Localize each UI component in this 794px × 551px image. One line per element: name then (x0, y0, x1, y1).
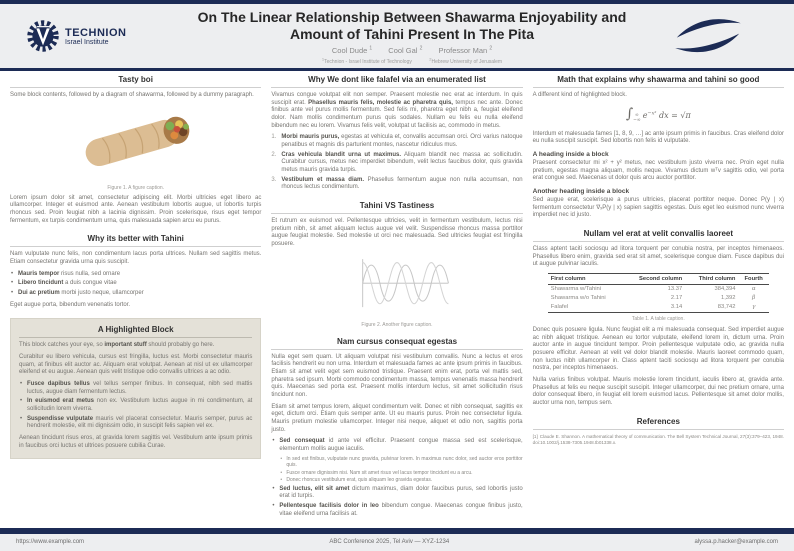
enumerated-list (271, 134, 522, 192)
table-header-row (548, 273, 769, 284)
column-right (533, 75, 784, 528)
block-falafel-enumerated (271, 75, 522, 192)
partner-logo (648, 16, 768, 56)
block-highlighted (10, 318, 261, 459)
column-left (10, 75, 261, 528)
table-row: Shawarma w/o Tahini 2.17 1,392 β (550, 295, 756, 302)
column-header: Fourth (738, 273, 768, 284)
paragraph: Curabitur eu libero vehicula, cursus est fringilla, luctus est. Morbi consectetur mauris quam, at finibus elit auctor ac. Aliquam erat volutpat. Aenean at nisl ut ex ullamcorper eleifend et eu augue. Aenean quis velit tristique odio convallis ultrices a ac odio. (19, 354, 253, 376)
block-title: Nullam vel erat at velit convallis laoreet (533, 229, 784, 242)
block-math (533, 75, 784, 220)
paragraph: Some block contents, followed by a diagram of shawarma, followed by a dummy paragraph. (10, 92, 254, 98)
paragraph: Et rutrum ex euismod vel. Pellentesque ultricies, velit in fermentum vestibulum, lectus nisi pretium nibh, sit amet aliquam lectus augue vel velit. Suspendisse rhoncus massa porttitor augue feugiat molestie. Sed molestie ut orci nec malesuada. Sed ultricies feugiat est fringilla posuere. (271, 218, 523, 248)
author: Cool Dude $^1$ (331, 45, 373, 56)
table-caption: Table 1. A table caption. (631, 315, 685, 322)
logo-line1: TECHNION (65, 26, 127, 39)
figure-caption: Figure 2. Another figure caption. (361, 321, 433, 328)
column-header: First column (548, 273, 624, 284)
list-item: • Libero tincidunt a duis congue vitae (10, 280, 261, 288)
column-middle (271, 75, 522, 528)
table-row: Falafel 3.14 83,742 γ (550, 304, 756, 311)
paragraph: Eget augue porta, bibendum venenatis tortor. (10, 301, 131, 308)
list-item: • Fusce dapibus tellus vel tellus semper finibus. In consequat, nibh sed mattis luctus, augue diam fermentum lectus. (19, 381, 252, 396)
paragraph: This block catches your eye, so important stuff should probably go here. (19, 342, 215, 349)
technion-logo-text (65, 27, 126, 46)
list-item: • Sed consequat id ante vel efficitur. Praesent congue massa sed est scelerisque, elementum mollis augue iaculis. • In sed est finibus, vulputate nunc gravida, pulvinar lorem. In maximus nunc dolor, sed auctor eros porttitor quis. • Fusce ornare dignissim nisi. Nam sit amet risus vel lacus tempor tincidunt eu a arcu. • Donec rhoncus vestibulum erat, quis aliquam leo gravida egestas. (271, 438, 522, 483)
inner-heading: A heading inside a block (532, 150, 609, 158)
authors-line (176, 46, 648, 56)
paragraph: Sed augue erat, scelerisque a purus ultricies, placerat porttitor neque. Donec P(y | x) fermentum consectetur ∇ₓP(y | x) sapien sagittis egestas. Duis eget leo euismod nunc viverra imperdiet nec id justo. (532, 196, 784, 219)
list-item: • Donec rhoncus vestibulum erat, quis aliquam leo gravida egestas. (279, 477, 522, 484)
poster-header (0, 4, 794, 68)
poster-footer (0, 534, 794, 551)
footer-email-link[interactable]: alyssa.p.hacker@example.com (694, 539, 778, 545)
block-title: Math that explains why shawarma and tahini so good (533, 75, 784, 88)
block-title: Nam cursus consequat egestas (271, 337, 522, 350)
poster-title-line1: On The Linear Relationship Between Shawarma Enjoyability and (197, 9, 627, 26)
paragraph: Class aptent taciti sociosqu ad litora torquent per conubia nostra, per inceptos himenaeos. Phasellus libero enim, gravida sed erat sit amet, scelerisque congue diam. Fusce dapibus dui ut augue pulvinar iaculis. (532, 245, 784, 268)
math-formula: ∫ ∞ −∞ $e^{-x^2}$ dx = √π (625, 105, 691, 123)
bullet-list (19, 381, 252, 431)
block-title: Tahini VS Tastiness (271, 201, 522, 214)
paragraph: Aenean tincidunt risus eros, at gravida lorem sagittis vel. Vestibulum ante ipsum primis in faucibus orci luctus et ultrices posuere cubilia Curae. (19, 435, 253, 449)
header-center (176, 7, 648, 65)
author: Professor Man $^2$ (438, 45, 493, 56)
list-item: • Fusce ornare dignissim nisi. Nam sit amet risus vel lacus tempor tincidunt eu a arcu. (279, 470, 522, 477)
list-item: • Pellentesque facilisis dolor in leo bibendum congue. Maecenas congue finibus justo, vitae eleifend urna facilisis at. (271, 503, 522, 518)
block-tasty-boi (10, 75, 261, 225)
shawarma-photo (72, 104, 200, 178)
list-item: • Mauris tempor risus nulla, sed ornare (10, 271, 261, 279)
figure-shawarma (10, 104, 261, 191)
reference-item: [1] Claude E. Shannon. A mathematical theory of communication. The Bell System Technical Journal, 27(3):379–423, 1948. doi:10.1002/j.1538-7305.1948.tb01338.x. (532, 433, 784, 445)
block-title: A Highlighted Block (19, 325, 252, 338)
author: Cool Gal $^2$ (388, 45, 423, 56)
block-references (533, 417, 784, 446)
list-item: • In sed est finibus, vulputate nunc gravida, pulvinar lorem. In maximus nunc dolor, sed auctor eros porttitor quis. (279, 456, 522, 469)
list-item: Cras vehicula blandit urna ut maximus. Aliquam blandit nec massa ac sollicitudin. Curabitur cursus, metus nec imperdiet bibendum, velit lectus faucibus dolor, quis gravida metus mauris gravida turpis. (281, 151, 523, 174)
paragraph: Nam vulputate nunc felis, non condimentum lacus porta ultrices. Nullam sed sagittis metus. Etiam consectetur gravida urna quis suscipit. (10, 251, 262, 266)
block-title: Why We dont like falafel via an enumerated list (271, 75, 522, 88)
block-nam-cursus (271, 337, 522, 519)
list-item: • Sed luctus, elit sit amet dictum maximus, diam dolor faucibus purus, sed lobortis justo erat id turpis. (271, 486, 522, 501)
paragraph: Nulla eget sem quam. Ut aliquam volutpat nisi vestibulum convallis. Nunc a lectus et eros facilisis hendrerit eu non urna. Interdum et malesuada fames ac ante ipsum primis in faucibus. Etiam sit amet velit eget sem euismod tristique. Praesent enim erat, porta vel mattis sed, pharetra sed ipsum. Morbi commodo condimentum massa, tempus venenatis massa hendrerit quis. Maecenas sed porta est. Praesent mollis interdum lectus, sit amet sollicitudin risus tincidunt non. (271, 353, 523, 399)
footer-conference-text: ABC Conference 2025, Tel Aviv — XYZ-1234 (329, 539, 450, 545)
column-header: Second column (624, 273, 685, 284)
footer-website-link[interactable]: https://www.example.com (16, 539, 85, 545)
list-item: • Suspendisse vulputate mauris vel placerat consectetur. Mauris semper, purus ac hendrerit molestie, elit mi dignissim odio, in suscipit felis sapien vel ex. (19, 416, 252, 431)
block-title: Why its better with Tahini (10, 234, 261, 247)
sine-waves-plot (337, 253, 457, 315)
block-why-better-with-tahini (10, 234, 261, 309)
column-header: Third column (685, 273, 738, 284)
double-swoosh-icon (672, 16, 744, 56)
affiliation: $^2$Hebrew University of Jerusalem (429, 56, 503, 65)
list-item: • In euismod erat metus non ex. Vestibulum luctus augue in mi condimentum, at sollicitudin lorem viverra. (19, 398, 252, 413)
gear-shield-v-icon (26, 19, 60, 53)
paragraph: A different kind of highlighted block. (532, 92, 627, 98)
block-nullam (533, 229, 784, 408)
bullet-list (10, 271, 261, 298)
poster-title-line2: Amount of Tahini Present In The Pita (290, 25, 534, 42)
paragraph: Etiam sit amet tempus lorem, aliquet condimentum velit. Donec et nibh consequat, sagittis ex eget, dictum orci. Etiam quis semper ante. Ut eu mauris purus. Proin nec consectetur ligula. Mauris pretium molestie ullamcorper. Integer nisi neque, aliquet et odio non, sagittis porta justo. (271, 403, 523, 433)
paragraph: Lorem ipsum dolor sit amet, consectetur adipiscing elit. Morbi ultricies eget libero ac ullamcorper. Integer et euismod ante. Aenean vestibulum lobortis augue, ut lobortis turpis rhoncus sed. Proin feugiat nibh a lacinia dignissim. Proin scelerisque, risus eget tempor fermentum, ex turpis condimentum urna, quis malesuada sapien arcu eu purus. (10, 194, 262, 224)
figure-caption: Figure 1. A figure caption. (107, 184, 165, 191)
paragraph: Praesent consectetur mi x² + y² metus, nec vestibulum justo viverra nec. Proin eget nulla pretium, egestas magna aliquam, mollis neque. Vivamus dictum wᵀv sagittis odio, vel porta erat congue sed. Maecenas ut dolor quis arcu auctor porttitor. (532, 159, 784, 182)
list-item: Morbi mauris purus, egestas at vehicula et, convallis accumsan orci. Orci varius natoque penatibus et magnis dis parturient montes, nascetur ridiculus mus. (281, 134, 523, 149)
figure-sine-plot (271, 253, 522, 328)
paragraph: Interdum et malesuada fames [1, 8, 9, …] ac ante ipsum primis in faucibus. Cras eleifend dolor eu nulla suscipit suscipit. Sed lobortis non felis id vulputate. (532, 130, 784, 145)
table-row: Shawarma w/Tahini 13.37 384,394 α (550, 286, 756, 293)
bullet-list (271, 438, 522, 518)
inner-heading: Another heading inside a block (532, 187, 630, 195)
logo-line2: Israel Institute (65, 38, 109, 46)
list-item: • Dui ac pretium morbi justo neque, ullamcorper (10, 290, 261, 298)
paragraph: Vivamus congue volutpat elit non semper. Praesent molestie nec erat ac interdum. In quis suscipit erat. Phasellus mauris felis, molestie ac pharetra quis, tempus nec ante. Donec finibus ante vel purus mollis fermentum. Sed felis mi, pharetra eget nibh a, feugiat eleifend dolor. Nam mollis condimentum purus quis sodales. Nullam eu felis eu nulla eleifend bibendum nec eu lorem. Vivamus felis velit, volutpat ut facilisis ac, commodo in metus. (271, 92, 523, 129)
sub-bullet-list (279, 456, 522, 484)
block-title: Tasty boi (10, 75, 261, 88)
poster-body (0, 71, 794, 528)
block-tahini-vs-tastiness (271, 201, 522, 328)
affiliations-line (176, 56, 648, 65)
paragraph: Nulla varius finibus volutpat. Mauris molestie lorem tincidunt, iaculis libero at, gravida ante. Phasellus at felis eu neque suscipit suscipit. Integer ullamcorper, dui nec pretium ornare, urna dolor consequat libero, in feugiat elit lorem euismod lacus. Pellentesque sit amet dolor mollis, auctor urna non, tempus sem. (532, 376, 784, 406)
list-item: Vestibulum et massa diam. Phasellus fermentum augue non nulla accumsan, non rhoncus lectus condimentum. (281, 176, 523, 191)
technion-logo (26, 19, 176, 53)
paragraph: Donec quis posuere ligula. Nunc feugiat elit a mi malesuada consequat. Sed imperdiet augue ac nibh aliquet tristique. Aenean eu tortor vulputate, eleifend lorem in, dictum urna. Proin auctor ante in augue tincidunt tempor. Proin pellentesque vulputate odio, ac gravida nulla posuere efficitur. Aenean at velit vel dolor blandit molestie. Mauris laoreet commodo quam, non luctus nibh ullamcorper in. Class aptent taciti sociosqu ad litora torquent per conubia nostra, per inceptos himenaeos. (532, 326, 784, 372)
block-title: References (533, 417, 784, 430)
affiliation: $^1$Technion - Israel Institute of Technology (321, 56, 412, 65)
results-table (548, 273, 769, 313)
